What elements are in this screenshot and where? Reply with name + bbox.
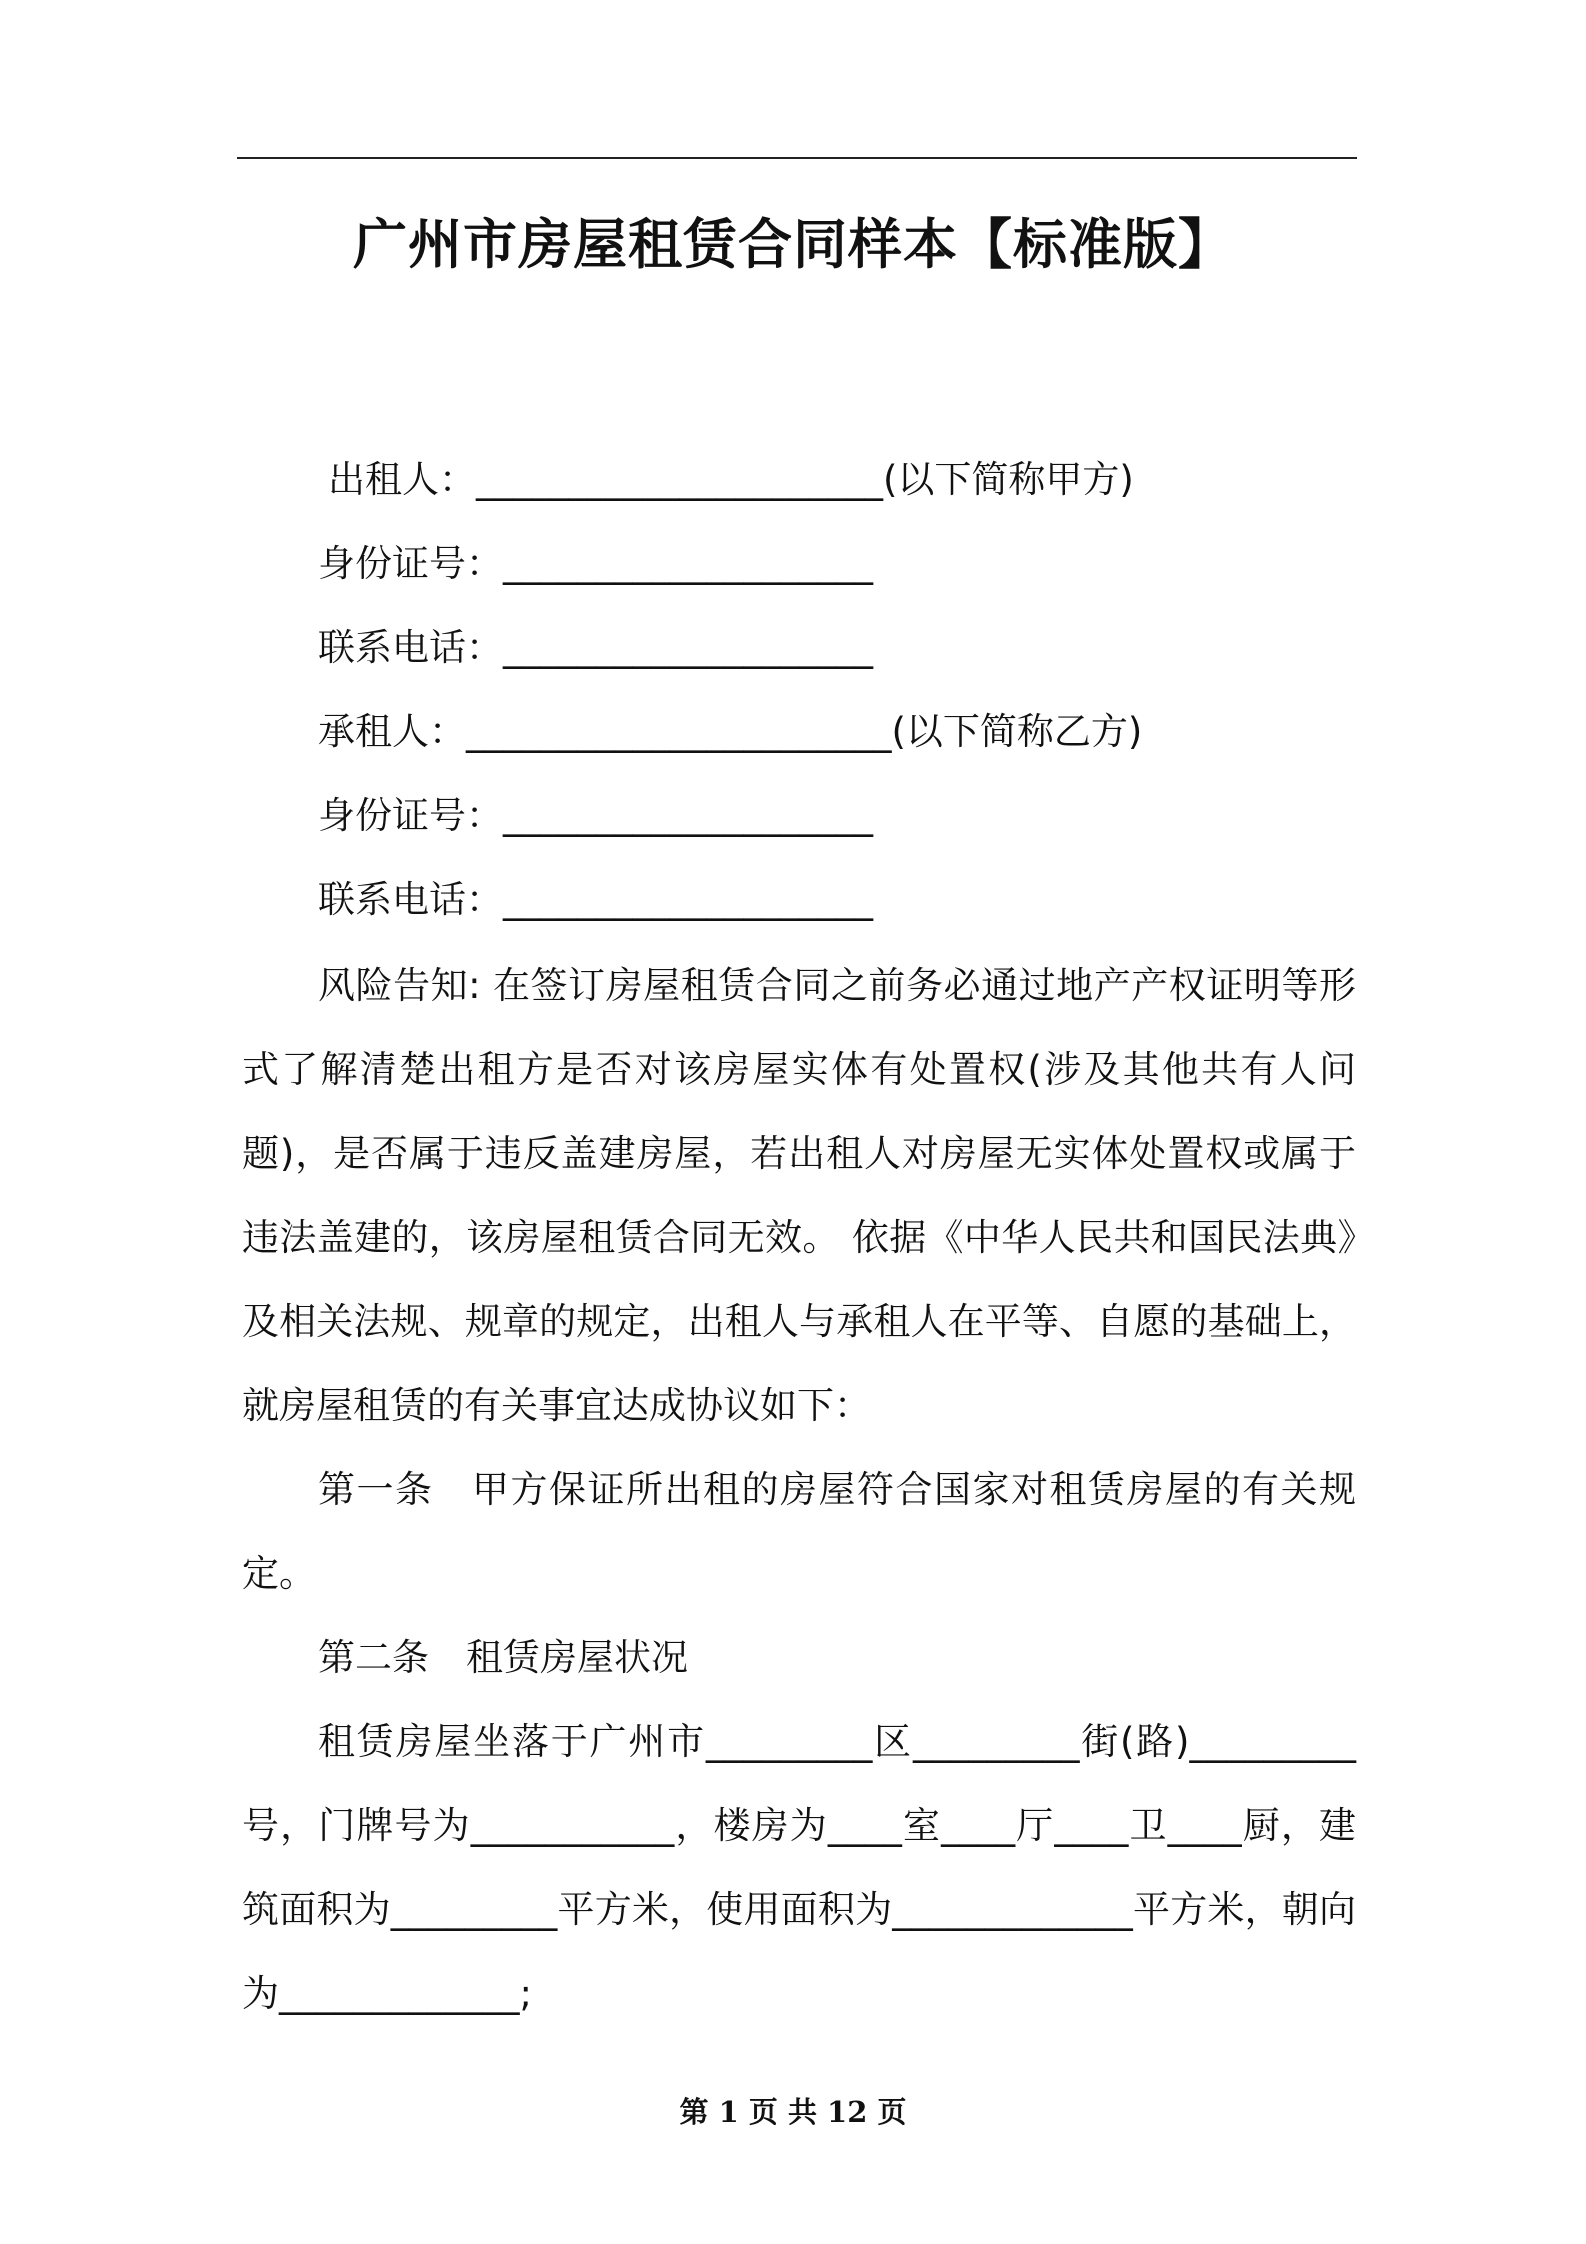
lessor-id-line: 身份证号：____________________ <box>318 542 873 585</box>
article-1-paragraph: 第一条 甲方保证所出租的房屋符合国家对租赁房屋的有关规定。 <box>242 1468 1356 1595</box>
article-2-heading: 第二条 租赁房屋状况 <box>318 1636 688 1679</box>
article-2-body: 租赁房屋坐落于广州市_________区_________街(路)_________号，门牌号为___________，楼房为____室____厅____卫____厨，建筑面积为_________平方米，使用面积为_____________平方米，朝向为_____________; <box>242 1720 1356 2015</box>
lessee-phone-line: 联系电话：____________________ <box>318 878 873 921</box>
lessor-line: 出租人：______________________(以下简称甲方) <box>328 458 1134 501</box>
lessee-line: 承租人：_______________________(以下简称乙方) <box>318 710 1143 753</box>
page-indicator: 第 1 页 共 12 页 <box>679 2095 907 2129</box>
header-rule <box>237 157 1357 159</box>
document-title: 广州市房屋租赁合同样本【标准版】 <box>353 213 1233 276</box>
lessee-id-line: 身份证号：____________________ <box>318 794 873 837</box>
lessor-phone-line: 联系电话：____________________ <box>318 626 873 669</box>
risk-notice-paragraph: 风险告知: 在签订房屋租赁合同之前务必通过地产产权证明等形式了解清楚出租方是否对该房屋实体有处置权(涉及其他共有人问题)，是否属于违反盖建房屋，若出租人对房屋无实体处置权或属于违法盖建的，该房屋租赁合同无效。 依据《中华人民共和国民法典》及相关法规、规章的规定，出租人与承租人在平等、自愿的基础上，就房屋租赁的有关事宜达成协议如下： <box>242 964 1356 1427</box>
